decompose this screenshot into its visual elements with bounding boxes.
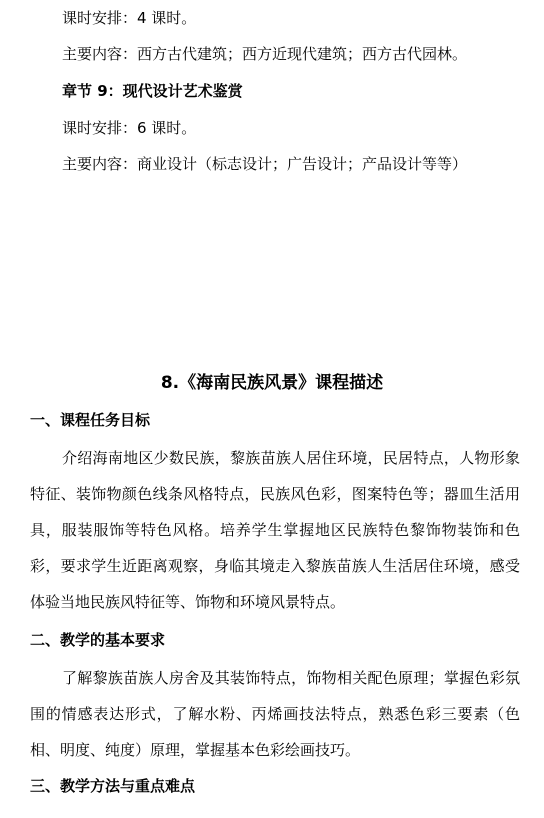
hours-line-1: 课时安排：4 课时。 [62, 9, 197, 27]
section-heading-2: 二、教学的基本要求 [30, 631, 166, 649]
content-line-1: 主要内容：西方古代建筑；西方近现代建筑；西方古代园林。 [62, 45, 468, 63]
paragraph-1: 介绍海南地区少数民族，黎族苗族人居住环境，民居特点，人物形象特征、装饰物颜色线条风格特点，民族风色彩，图案特色等；器皿生活用具，服装服饰等特色风格。培养学生掌握地区民族特色黎饰物装饰和色彩，要求学生近距离观察，身临其境走入黎族苗族人生活居住环境，感受体验当地民族风特征等、饰物和环境风景特点。 [30, 449, 520, 611]
hours-line-2: 课时安排：6 课时。 [62, 119, 197, 137]
paragraph-2: 了解黎族苗族人房舍及其装饰特点，饰物相关配色原理；掌握色彩氛围的情感表达形式，了解水粉、丙烯画技法特点，熟悉色彩三要素（色相、明度、纯度）原理，掌握基本色彩绘画技巧。 [30, 669, 520, 759]
content-line-2: 主要内容：商业设计（标志设计；广告设计；产品设计等等） [62, 155, 468, 173]
chapter-9-heading: 章节 9：现代设计艺术鉴赏 [62, 82, 243, 100]
section-heading-3: 三、教学方法与重点难点 [30, 777, 196, 795]
course-8-title: 8.《海南民族风景》课程描述 [160, 373, 384, 393]
section-heading-1: 一、课程任务目标 [30, 411, 151, 429]
